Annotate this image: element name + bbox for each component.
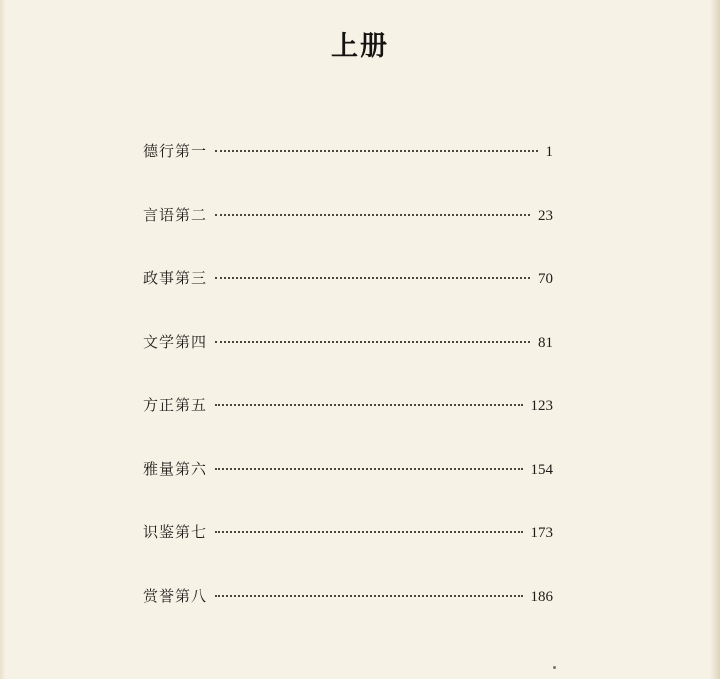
toc-entry-2[interactable] xyxy=(143,204,553,268)
toc-leader-dots xyxy=(215,468,522,470)
toc-entry-label: 文学第四 xyxy=(143,332,208,351)
toc-entry-page: 1 xyxy=(545,144,553,160)
toc-entry-label: 德行第一 xyxy=(143,142,208,160)
toc-entry-4[interactable] xyxy=(143,331,553,395)
toc-entry-3[interactable] xyxy=(143,267,553,331)
toc-leader-dots xyxy=(215,150,537,152)
toc-entry-label: 方正第五 xyxy=(143,396,208,414)
toc-entry-page: 154 xyxy=(530,461,553,478)
toc-entry-label: 雅量第六 xyxy=(143,459,208,478)
table-of-contents xyxy=(143,140,553,648)
toc-entry-5[interactable] xyxy=(143,394,553,458)
toc-entry-label: 言语第二 xyxy=(143,205,208,224)
toc-entry-1[interactable] xyxy=(143,140,553,204)
toc-leader-dots xyxy=(215,214,530,216)
page-edge-right xyxy=(710,0,720,679)
toc-leader-dots xyxy=(215,531,522,533)
toc-entry-page: 186 xyxy=(530,588,553,605)
toc-leader-dots xyxy=(215,341,530,343)
toc-entry-page: 173 xyxy=(530,525,553,541)
toc-entry-label: 识鉴第七 xyxy=(143,523,208,541)
page-edge-left xyxy=(0,0,6,679)
toc-entry-label: 政事第三 xyxy=(143,269,208,287)
paper-speck xyxy=(553,666,556,669)
toc-entry-7[interactable] xyxy=(143,521,553,585)
toc-leader-dots xyxy=(215,404,522,406)
toc-entry-page: 81 xyxy=(538,334,553,351)
toc-entry-8[interactable] xyxy=(143,585,553,649)
toc-entry-page: 23 xyxy=(538,207,553,224)
toc-entry-page: 123 xyxy=(530,398,553,414)
volume-title: 上册 xyxy=(331,31,389,62)
toc-leader-dots xyxy=(215,277,530,279)
toc-leader-dots xyxy=(215,595,522,597)
toc-entry-label: 赏誉第八 xyxy=(143,586,208,605)
toc-entry-page: 70 xyxy=(538,271,553,287)
toc-entry-6[interactable] xyxy=(143,458,553,522)
